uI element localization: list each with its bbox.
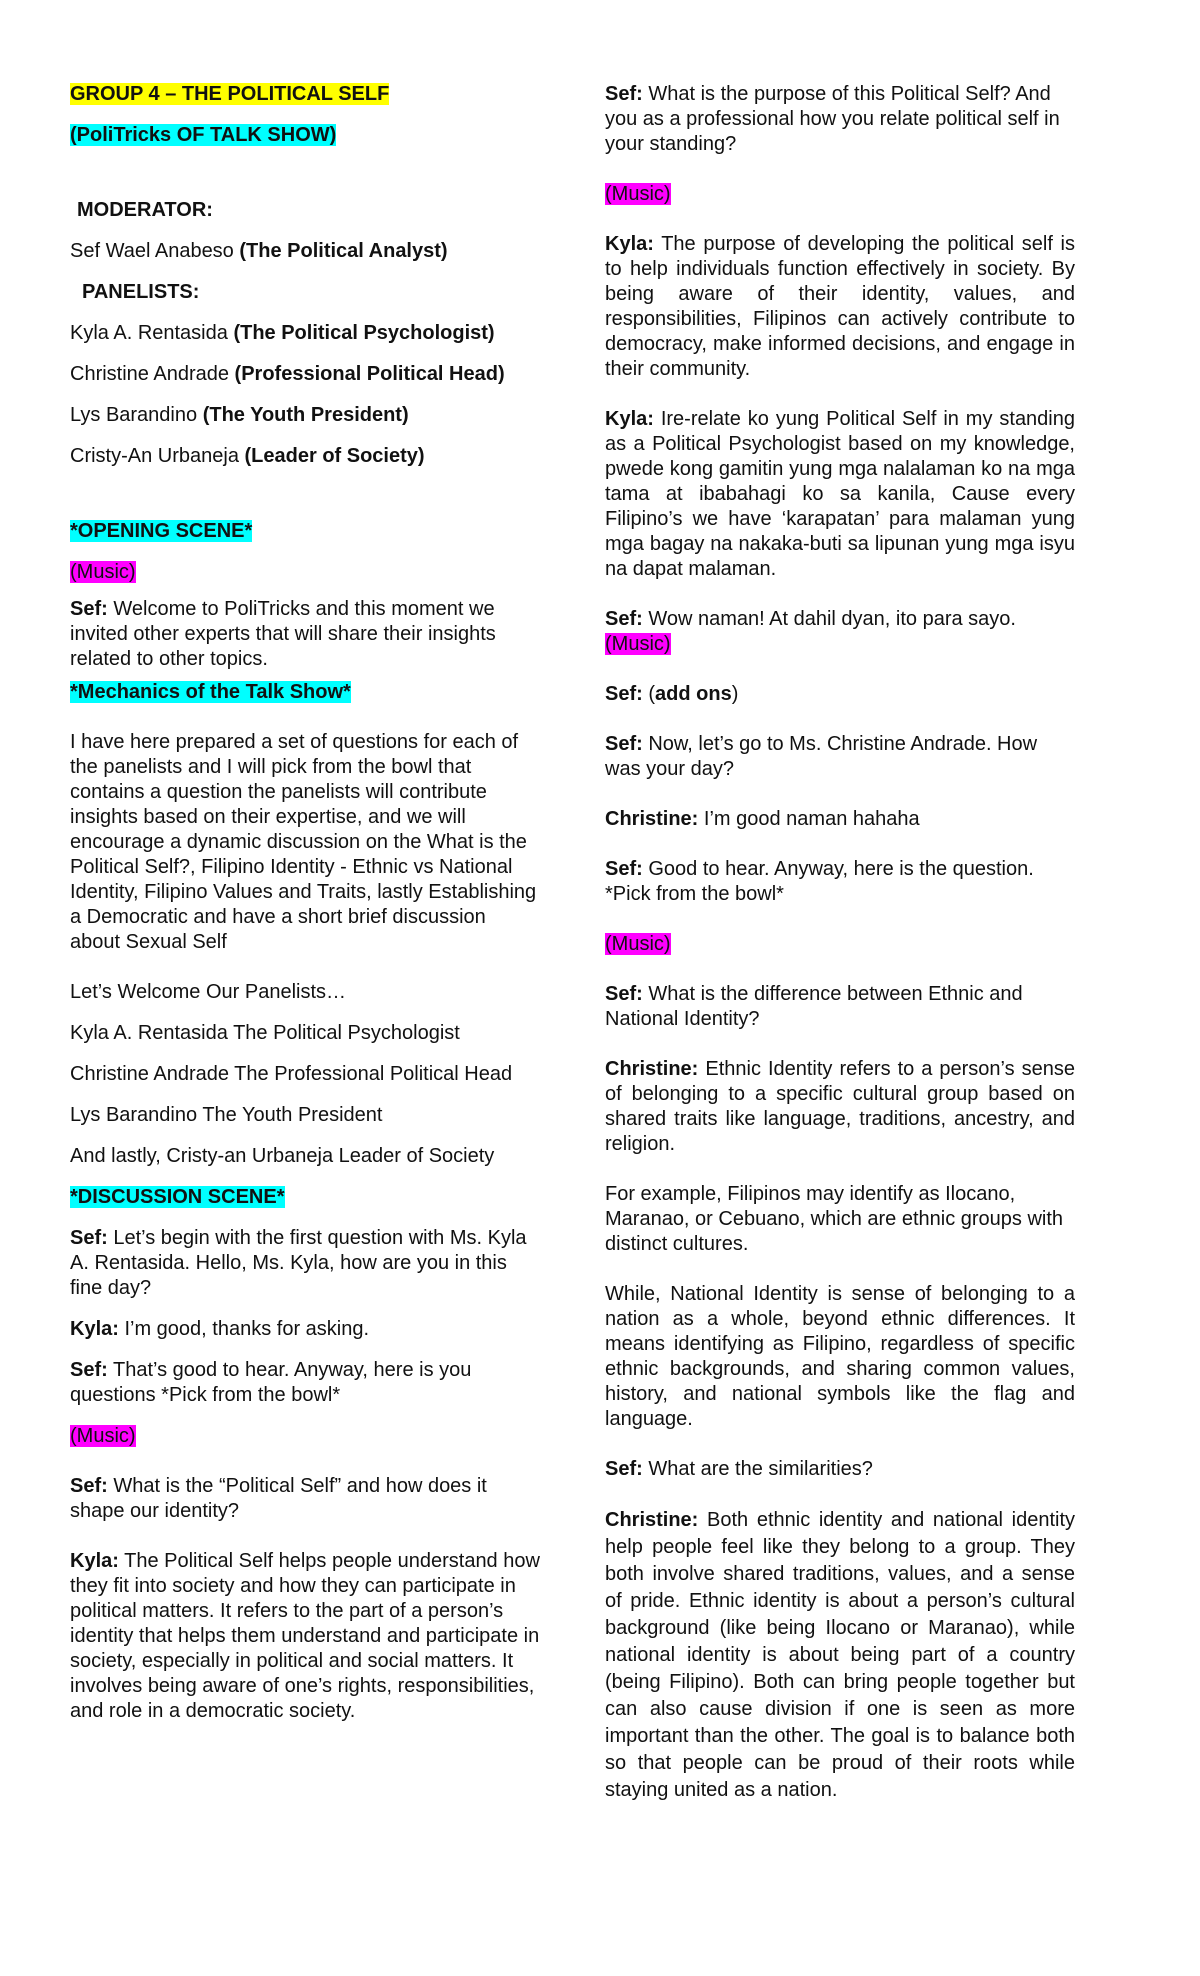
dialogue-line: [70, 1226, 540, 1301]
speaker-label: Kyla:: [605, 408, 654, 430]
speaker-label: Sef:: [70, 1359, 108, 1381]
opening-scene-heading: *OPENING SCENE*: [70, 520, 253, 542]
dialogue-text: I’m good naman hahaha: [703, 808, 920, 830]
dialogue-line: [605, 407, 1075, 582]
speaker-label: Christine:: [605, 808, 699, 830]
music-cue: (Music): [605, 933, 671, 955]
dialogue-text: Let’s begin with the first question with Ms. Kyla A. Rentasida. Hello, Ms. Kyla, how are you in this fine day?: [70, 1227, 527, 1299]
dialogue-line: [605, 807, 1075, 832]
dialogue-line: [70, 1317, 540, 1342]
dialogue-text: What is the purpose of this Political Self? And you as a professional how you relate political self in your standing?: [605, 83, 1060, 155]
panelist-name: Lys Barandino: [70, 404, 198, 426]
dialogue-text: Good to hear. Anyway, here is the question. *Pick from the bowl*: [605, 858, 1034, 905]
speaker-label: Sef:: [605, 983, 643, 1005]
moderator-name: Sef Wael Anabeso: [70, 240, 234, 262]
panelist-entry: [70, 362, 540, 387]
dialogue-line: [605, 732, 1075, 782]
welcome-text: Let’s Welcome Our Panelists…: [70, 981, 347, 1003]
dialogue-line: [605, 857, 1075, 907]
moderator-role: (The Political Analyst): [239, 240, 448, 262]
panelist-role: (The Political Psychologist): [233, 322, 495, 344]
dialogue-text: The purpose of developing the political self is to help individuals function effectively in society. By being aware of their identity, values, and responsibilities, Filipinos can actively contribute to democracy, make informed decisions, and engage in their community.: [605, 233, 1075, 380]
dialogue-text: What are the similarities?: [648, 1458, 873, 1480]
welcome-list-item: Kyla A. Rentasida The Political Psychologist: [70, 1022, 460, 1044]
mechanics-text: I have here prepared a set of questions for each of the panelists and I will pick from the bowl that contains a question the panelists will contribute insights based on their expertise, and we will encourage a dynamic discussion on the What is the Political Self?, Filipino Identity - Ethnic vs National Identity, Filipino Values and Traits, lastly Establishing a Democratic and have a short brief discussion about Sexual Self: [70, 731, 537, 953]
dialogue-line: [605, 607, 1075, 632]
speaker-label: Sef:: [605, 1458, 643, 1480]
music-cue: (Music): [70, 1425, 136, 1447]
moderator-heading: MODERATOR:: [77, 199, 213, 221]
welcome-list-item: And lastly, Cristy-an Urbaneja Leader of Society: [70, 1145, 495, 1167]
speaker-label: Sef:: [605, 608, 643, 630]
dialogue-text: I’m good, thanks for asking.: [124, 1318, 370, 1340]
moderator-entry: [70, 239, 540, 264]
dialogue-line: [70, 1549, 540, 1724]
music-cue: (Music): [605, 633, 671, 655]
dialogue-line: [70, 597, 540, 672]
dialogue-text: Now, let’s go to Ms. Christine Andrade. How was your day?: [605, 733, 1038, 780]
panelist-name: Cristy-An Urbaneja: [70, 445, 239, 467]
speaker-label: Kyla:: [70, 1318, 119, 1340]
dialogue-line: [605, 232, 1075, 382]
dialogue-text: Welcome to PoliTricks and this moment we invited other experts that will share their insights related to other topics.: [70, 598, 496, 670]
add-ons-text: add ons: [655, 683, 732, 705]
paren-open: (: [648, 683, 656, 705]
dialogue-text: Ethnic Identity refers to a person’s sense of belonging to a specific cultural group based on shared traits like language, traditions, ancestry, and religion.: [605, 1058, 1076, 1155]
dialogue-text: Both ethnic identity and national identity help people feel like they belong to a group. They both involve shared traditions, values, and a sense of pride. Ethnic identity is about a person’s cultural background (like being Ilocano or Maranao), while national identity is about being part of a country (being Filipino). Both can bring people together but can also cause division if one is seen as more important than the other. The goal is to balance both so that people can be proud of their roots while staying united as a nation.: [605, 1509, 1075, 1801]
welcome-list-item: Christine Andrade The Professional Political Head: [70, 1063, 513, 1085]
example-paragraph: For example, Filipinos may identify as Ilocano, Maranao, or Cebuano, which are ethnic groups with distinct cultures.: [605, 1183, 1064, 1255]
document-subtitle: (PoliTricks OF TALK SHOW): [70, 124, 337, 146]
speaker-label: Sef:: [70, 1227, 108, 1249]
panelist-name: Christine Andrade: [70, 363, 229, 385]
right-column: [605, 82, 1075, 1804]
mechanics-heading: *Mechanics of the Talk Show*: [70, 681, 351, 703]
panelist-role: (The Youth President): [202, 404, 409, 426]
panelist-entry: [70, 403, 540, 428]
panelist-role: (Leader of Society): [244, 445, 425, 467]
dialogue-text: That’s good to hear. Anyway, here is you questions *Pick from the bowl*: [70, 1359, 472, 1406]
dialogue-line: [605, 1457, 1075, 1482]
paren-close: ): [731, 683, 739, 705]
discussion-scene-heading: *DISCUSSION SCENE*: [70, 1186, 285, 1208]
dialogue-line: [70, 1358, 540, 1408]
welcome-list-item: Lys Barandino The Youth President: [70, 1104, 383, 1126]
dialogue-line: [605, 982, 1075, 1032]
dialogue-text: What is the “Political Self” and how does it shape our identity?: [70, 1475, 487, 1522]
dialogue-line: [70, 1474, 540, 1524]
dialogue-text: Wow naman! At dahil dyan, ito para sayo.: [648, 608, 1016, 630]
left-column: [70, 82, 540, 1724]
music-cue: (Music): [605, 183, 671, 205]
speaker-label: Kyla:: [70, 1550, 119, 1572]
speaker-label: Sef:: [605, 683, 643, 705]
dialogue-line: [605, 82, 1075, 157]
speaker-label: Kyla:: [605, 233, 654, 255]
speaker-label: Christine:: [605, 1058, 699, 1080]
speaker-label: Sef:: [70, 1475, 108, 1497]
music-cue: (Music): [70, 561, 136, 583]
panelist-entry: [70, 444, 540, 469]
dialogue-text: Ire-relate ko yung Political Self in my standing as a Political Psychologist based on my knowledge, pwede kong gamitin yung mga nalalaman ko na mga tama at ibabahagi ko sa kanila, Cause every Filipino’s we have ‘karapatan’ para malaman yung mga bagay na nakaka-buti sa lipunan yung mga isyu na dapat malaman.: [605, 408, 1075, 580]
speaker-label: Sef:: [70, 598, 108, 620]
panelist-name: Kyla A. Rentasida: [70, 322, 228, 344]
national-identity-paragraph: While, National Identity is sense of belonging to a nation as a whole, beyond ethnic differences. It means identifying as Filipino, regardless of specific ethnic backgrounds, and sharing common values, history, and national symbols like the flag and language.: [605, 1283, 1075, 1430]
panelist-role: (Professional Political Head): [234, 363, 505, 385]
speaker-label: Sef:: [605, 83, 643, 105]
panelists-heading: PANELISTS:: [82, 281, 200, 303]
speaker-label: Christine:: [605, 1509, 699, 1531]
dialogue-line: [605, 682, 1075, 707]
dialogue-text: What is the difference between Ethnic and National Identity?: [605, 983, 1023, 1030]
panelist-entry: [70, 321, 540, 346]
document-title: GROUP 4 – THE POLITICAL SELF: [70, 83, 390, 105]
speaker-label: Sef:: [605, 858, 643, 880]
speaker-label: Sef:: [605, 733, 643, 755]
dialogue-line: [605, 1507, 1075, 1804]
dialogue-line: [605, 1057, 1075, 1157]
dialogue-text: The Political Self helps people understand how they fit into society and how they can participate in political matters. It refers to the part of a person’s identity that helps them understand and participate in society, especially in political and social matters. It involves being aware of one’s rights, responsibilities, and role in a democratic society.: [70, 1550, 540, 1722]
